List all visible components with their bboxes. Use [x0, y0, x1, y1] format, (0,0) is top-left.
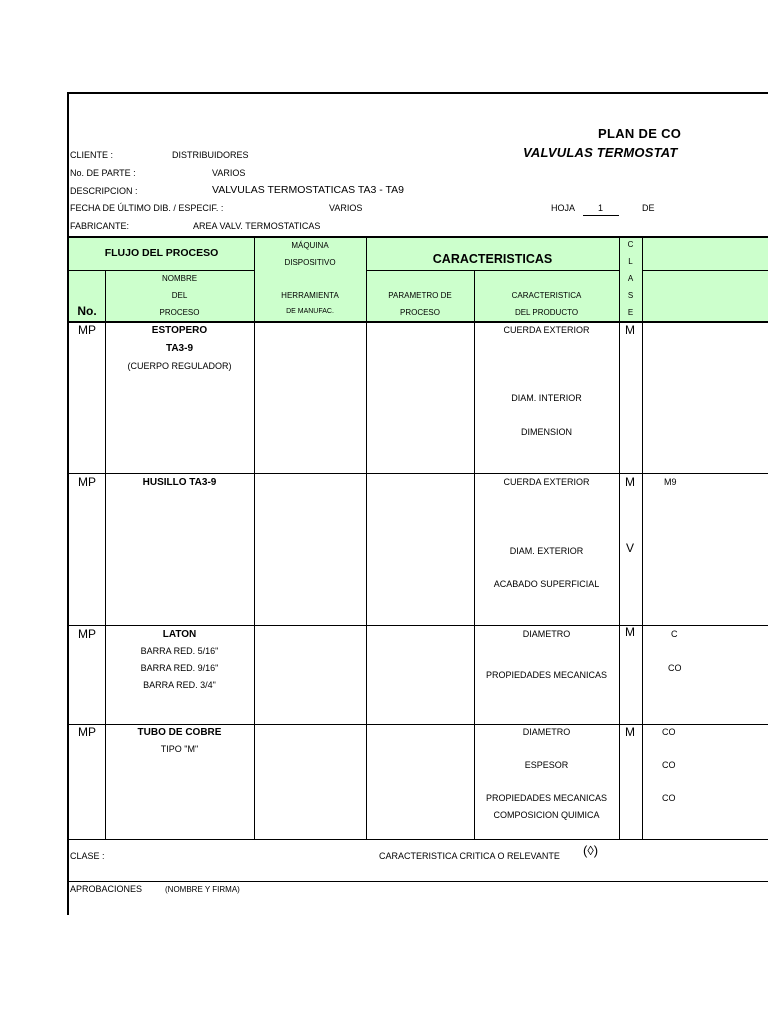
hoja-label: HOJA [551, 203, 576, 213]
row4-next-1: CO [662, 727, 676, 737]
row-rule-2 [69, 625, 768, 626]
row3-sub-1: BARRA RED. 5/16" [140, 646, 219, 656]
header-rule-flujo [69, 270, 254, 271]
row3-char-1: DIAMETRO [522, 629, 571, 639]
row4-next-2: CO [662, 760, 676, 770]
fabricante-value: AREA VALV. TERMOSTATICAS [193, 221, 321, 231]
row3-clase: M [625, 625, 635, 639]
row1-char-2: DIAM. INTERIOR [511, 393, 582, 403]
table-top-rule [69, 236, 768, 238]
control-plan-table [69, 236, 768, 876]
row1-name-sub: (CUERPO REGULADOR) [127, 361, 232, 371]
descripcion-value: VALVULAS TERMOSTATICAS TA3 - TA9 [212, 184, 404, 196]
parte-value: VARIOS [212, 168, 246, 178]
row4-char-2: ESPESOR [524, 760, 569, 770]
clase-letter-c: C [627, 240, 634, 249]
nombre-header-1: NOMBRE [161, 274, 198, 283]
row-rule-3 [69, 724, 768, 725]
footer-rule [69, 881, 768, 882]
col-rule-maquina [366, 236, 367, 839]
aprobaciones-note: (NOMBRE Y FIRMA) [165, 885, 240, 894]
header-bottom-rule [69, 321, 768, 323]
row1-char-1: CUERDA EXTERIOR [503, 325, 590, 335]
row3-name-1: LATON [162, 629, 197, 640]
row4-name-sub: TIPO "M" [160, 744, 199, 754]
cliente-value: DISTRIBUIDORES [172, 150, 249, 160]
plan-subtitle: VALVULAS TERMOSTAT [523, 145, 678, 160]
herramienta-header-1: HERRAMIENTA [281, 291, 339, 300]
row3-sub-2: BARRA RED. 9/16" [140, 663, 219, 673]
row2-char-3: ACABADO SUPERFICIAL [493, 579, 600, 589]
caract-producto-header-1: CARACTERISTICA [511, 291, 582, 300]
row2-char-1: CUERDA EXTERIOR [503, 477, 590, 487]
row3-no: MP [78, 627, 96, 641]
row4-char-1: DIAMETRO [522, 727, 571, 737]
caracteristicas-header: CARACTERISTICAS [432, 252, 553, 266]
maquina-header-1: MÁQUINA [291, 241, 329, 250]
critica-symbol-icon: (◊) [583, 843, 599, 858]
row-rule-1 [69, 473, 768, 474]
parte-label: No. DE PARTE : [70, 168, 136, 178]
nombre-header-3: PROCESO [159, 308, 200, 317]
cliente-label: CLIENTE : [70, 150, 114, 160]
row3-char-2: PROPIEDADES MECANICAS [485, 670, 608, 680]
critica-label: CARACTERISTICA CRITICA O RELEVANTE [379, 851, 560, 861]
caract-producto-header-2: DEL PRODUCTO [514, 308, 579, 317]
row1-clase: M [625, 323, 635, 337]
de-label: DE [642, 203, 655, 213]
clase-letter-e: E [627, 308, 634, 317]
row2-clase-2: V [625, 541, 634, 555]
row1-name-1: ESTOPERO [151, 325, 208, 336]
aprobaciones-label: APROBACIONES [70, 884, 143, 894]
header-rule-right [642, 270, 768, 271]
row2-char-2: DIAM. EXTERIOR [509, 546, 584, 556]
hoja-underline [583, 215, 619, 216]
parametro-header-2: PROCESO [399, 308, 440, 317]
row2-name-1: HUSILLO TA3-9 [142, 477, 217, 488]
header-rule-caracteristicas [366, 270, 619, 271]
row1-char-3: DIMENSION [520, 427, 572, 437]
maquina-header-2: DISPOSITIVO [284, 258, 336, 267]
clase-letter-l: L [628, 257, 633, 266]
fecha-label: FECHA DE ÚLTIMO DIB. / ESPECIF. : [70, 203, 224, 213]
nombre-header-2: DEL [171, 291, 188, 300]
row1-no: MP [78, 323, 96, 337]
hoja-value: 1 [598, 203, 604, 213]
clase-letter-a: A [627, 274, 634, 283]
parametro-header-1: PARAMETRO DE [388, 291, 452, 300]
fecha-value: VARIOS [329, 203, 363, 213]
herramienta-header-2: DE MANUFAC. [286, 308, 334, 315]
row4-next-3: CO [662, 793, 676, 803]
row3-next-2: CO [668, 663, 682, 673]
fabricante-label: FABRICANTE: [70, 221, 130, 231]
row4-no: MP [78, 725, 96, 739]
clase-letter-s: S [627, 291, 634, 300]
row2-next-1: M9 [664, 477, 677, 487]
row2-no: MP [78, 475, 96, 489]
row4-clase: M [625, 725, 635, 739]
col-rule-clase [642, 236, 643, 839]
no-header: No. [77, 304, 97, 318]
clase-footer-label: CLASE : [70, 851, 105, 861]
plan-title: PLAN DE CO [598, 126, 682, 141]
descripcion-label: DESCRIPCION : [70, 186, 138, 196]
flujo-header: FLUJO DEL PROCESO [104, 247, 219, 259]
row3-next-1: C [671, 629, 678, 639]
sheet-top-border [67, 92, 768, 94]
row4-char-3: PROPIEDADES MECANICAS [485, 793, 608, 803]
row4-name-1: TUBO DE COBRE [137, 727, 222, 738]
col-rule-nombre [254, 236, 255, 839]
row3-sub-3: BARRA RED. 3/4" [143, 680, 216, 690]
row2-clase-1: M [625, 475, 635, 489]
row1-name-2: TA3-9 [165, 343, 194, 354]
row4-char-4: COMPOSICION QUIMICA [493, 810, 600, 820]
row-rule-4 [69, 839, 768, 840]
